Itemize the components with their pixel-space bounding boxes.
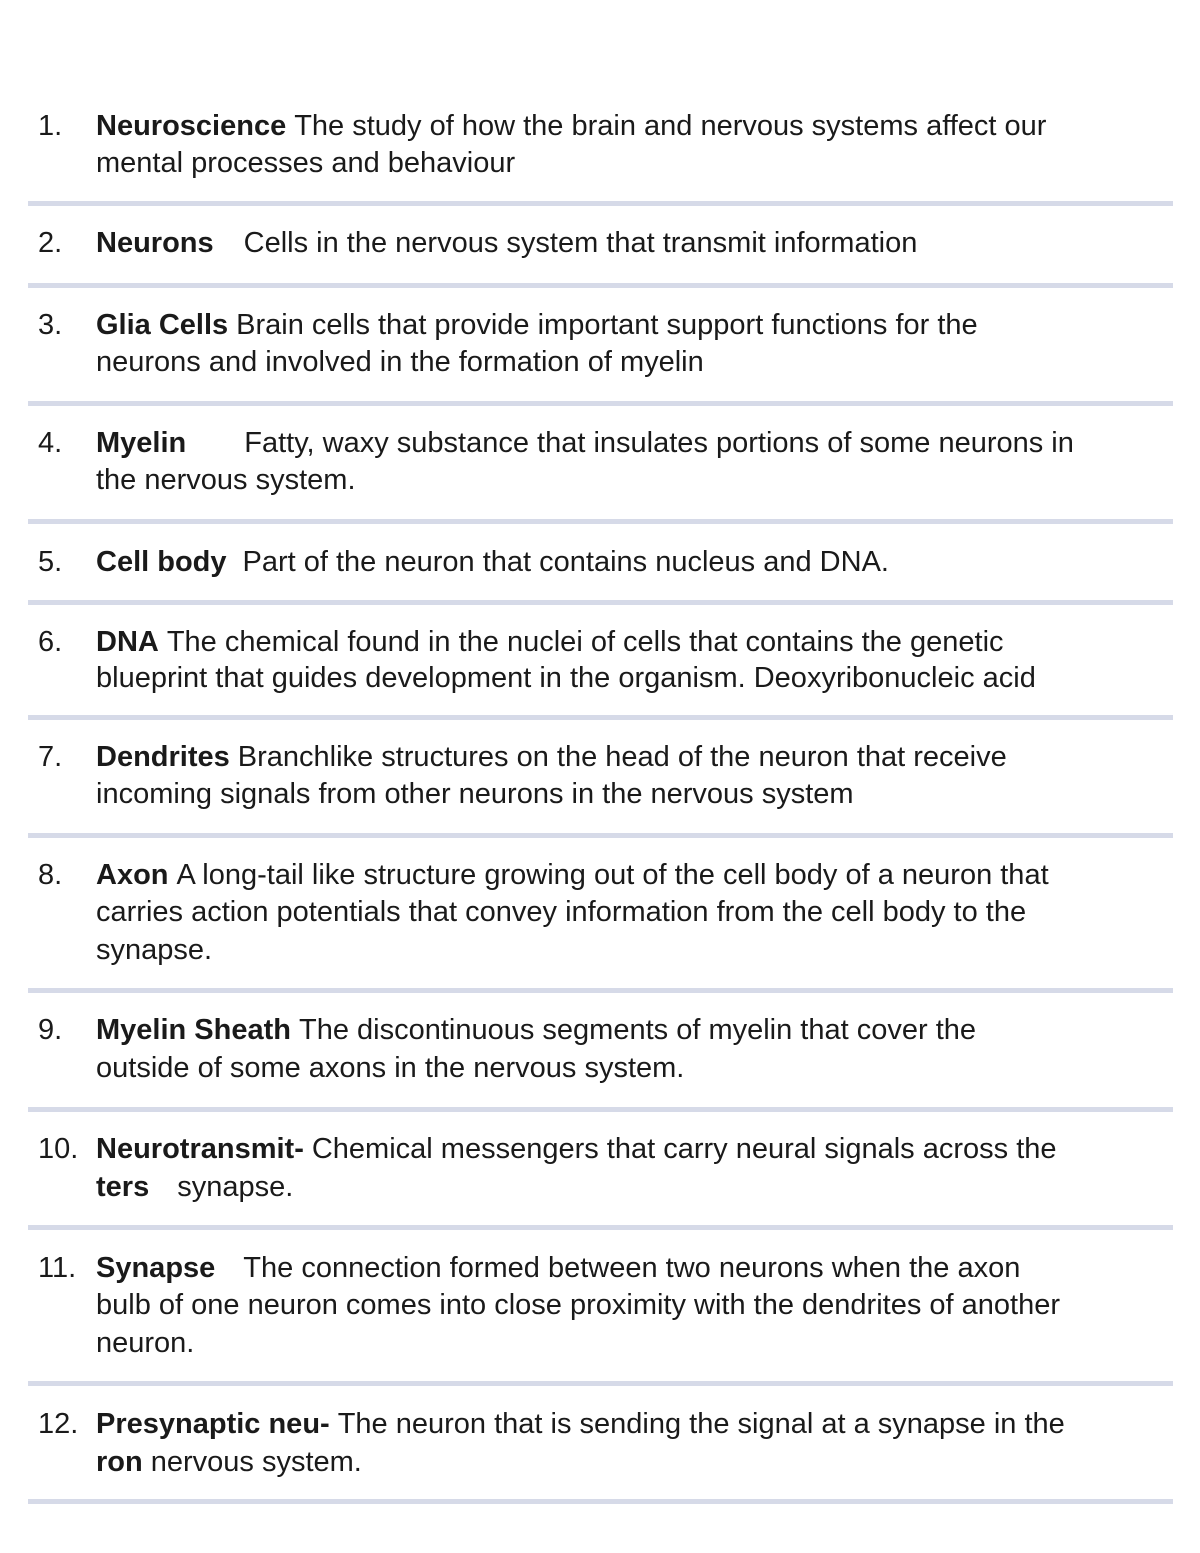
entry-term: Neuroscience <box>96 110 287 142</box>
divider-line <box>28 600 1173 605</box>
entry-definition-line: Chemical messengers that carry neural signals across the <box>311 1133 1057 1165</box>
entry-number: 8. <box>38 859 63 891</box>
entry-term: Neurotransmit- <box>96 1133 304 1165</box>
entry-number: 2. <box>38 227 63 259</box>
entry-definition-line: incoming signals from other neurons in the nervous system <box>96 778 854 810</box>
entry-term: Neurons <box>96 227 214 259</box>
entry-definition-line: the nervous system. <box>96 464 356 496</box>
entry-number: 7. <box>38 741 63 773</box>
entry-term: Myelin Sheath <box>96 1014 291 1046</box>
entry-term: Dendrites <box>96 741 230 773</box>
entry-definition-line: outside of some axons in the nervous system. <box>96 1052 685 1084</box>
entry-number: 9. <box>38 1014 63 1046</box>
divider-line <box>28 715 1173 720</box>
entry-term: DNA <box>96 626 159 658</box>
entry-definition-line: neuron. <box>96 1327 195 1359</box>
entry-term: Cell body <box>96 546 227 578</box>
entry-number: 4. <box>38 427 63 459</box>
entry-number: 1. <box>38 110 63 142</box>
entry-definition-line: Cells in the nervous system that transmit information <box>243 227 918 259</box>
entry-definition-line: A long-tail like structure growing out of the cell body of a neuron that <box>176 859 1049 891</box>
entry-number: 12. <box>38 1408 79 1440</box>
entry-definition-line: The discontinuous segments of myelin that cover the <box>299 1014 977 1046</box>
divider-line <box>28 1225 1173 1230</box>
entry-number: 6. <box>38 626 63 658</box>
entry-number: 11. <box>38 1252 77 1284</box>
entry-number: 3. <box>38 309 63 341</box>
entry-term: Glia Cells <box>96 309 229 341</box>
entry-definition-line: Fatty, waxy substance that insulates portions of some neurons in <box>244 427 1074 459</box>
entry-number: 10. <box>38 1133 79 1165</box>
divider-line <box>28 283 1173 288</box>
entry-term-continuation: ters <box>96 1171 150 1203</box>
divider-line <box>28 833 1173 838</box>
divider-line <box>28 401 1173 406</box>
divider-line <box>28 519 1173 524</box>
entry-definition-line: bulb of one neuron comes into close proximity with the dendrites of another <box>96 1289 1060 1321</box>
entry-term: Synapse <box>96 1252 216 1284</box>
entry-definition-line: Part of the neuron that contains nucleus and DNA. <box>242 546 889 578</box>
entry-term-continuation: ron <box>96 1446 143 1478</box>
entry-definition-line: The neuron that is sending the signal at a synapse in the <box>337 1408 1065 1440</box>
entry-number: 5. <box>38 546 63 578</box>
entry-definition-line: Brain cells that provide important support functions for the <box>236 309 978 341</box>
entry-term: Axon <box>96 859 169 891</box>
divider-line <box>28 1107 1173 1112</box>
entry-definition-line: nervous system. <box>150 1446 362 1478</box>
entry-definition-line: The chemical found in the nuclei of cells that contains the genetic <box>166 626 1004 658</box>
entry-definition-line: The connection formed between two neurons when the axon <box>243 1252 1021 1284</box>
divider-line <box>28 1381 1173 1386</box>
entry-definition-line: Branchlike structures on the head of the neuron that receive <box>237 741 1007 773</box>
entry-definition-line: The study of how the brain and nervous systems affect our <box>294 110 1047 142</box>
entry-definition-line: synapse. <box>177 1171 294 1203</box>
divider-line <box>28 1499 1173 1504</box>
entry-definition-line: carries action potentials that convey information from the cell body to the <box>96 896 1027 928</box>
entry-definition-line: blueprint that guides development in the organism. Deoxyribonucleic acid <box>96 662 1036 694</box>
entry-definition-line: neurons and involved in the formation of myelin <box>96 346 704 378</box>
entry-definition-line: synapse. <box>96 934 213 966</box>
entry-term: Presynaptic neu- <box>96 1408 330 1440</box>
divider-line <box>28 988 1173 993</box>
entry-definition-line: mental processes and behaviour <box>96 147 516 179</box>
divider-line <box>28 201 1173 206</box>
entry-term: Myelin <box>96 427 187 459</box>
